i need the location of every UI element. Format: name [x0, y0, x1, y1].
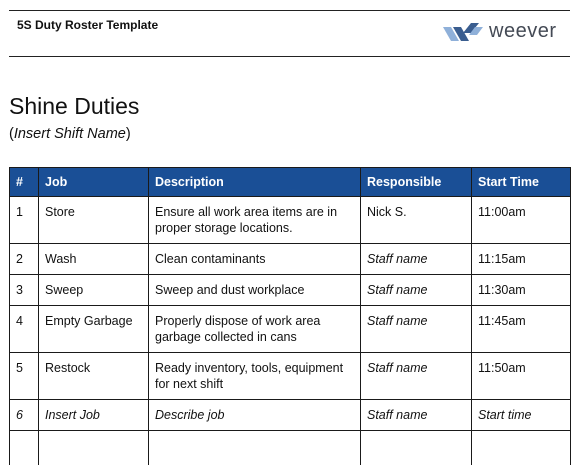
header-top-rule: [9, 10, 570, 11]
description-cell[interactable]: Clean contaminants: [149, 244, 361, 275]
description-cell[interactable]: Describe job: [149, 400, 361, 431]
empty-cell[interactable]: [149, 431, 361, 465]
row-number: 4: [10, 306, 39, 353]
shift-name-line: [9, 126, 131, 142]
weever-logo: [443, 20, 556, 43]
start-time-cell[interactable]: Start time: [472, 400, 571, 431]
shift-open-paren: (: [9, 126, 14, 142]
table-row: [10, 197, 571, 244]
table-row: [10, 306, 571, 353]
table-row: [10, 400, 571, 431]
empty-cell[interactable]: [361, 431, 472, 465]
column-header-responsible: Responsible: [361, 168, 472, 197]
responsible-cell[interactable]: Staff name: [361, 400, 472, 431]
table-row: [10, 275, 571, 306]
start-time-cell[interactable]: 11:15am: [472, 244, 571, 275]
job-cell[interactable]: Wash: [39, 244, 149, 275]
page-title: Shine Duties: [9, 93, 139, 120]
duty-roster-table: [9, 167, 571, 465]
start-time-cell[interactable]: 11:45am: [472, 306, 571, 353]
table-row: [10, 353, 571, 400]
description-cell[interactable]: Sweep and dust workplace: [149, 275, 361, 306]
column-header-number: #: [10, 168, 39, 197]
column-header-job: Job: [39, 168, 149, 197]
column-header-description: Description: [149, 168, 361, 197]
shift-name-placeholder[interactable]: Insert Shift Name: [14, 126, 126, 142]
row-number: 5: [10, 353, 39, 400]
row-number: 2: [10, 244, 39, 275]
logo-wordmark: weever: [489, 20, 556, 43]
start-time-cell[interactable]: 11:30am: [472, 275, 571, 306]
header-bottom-rule: [9, 56, 570, 57]
description-cell[interactable]: Properly dispose of work area garbage collected in cans: [149, 306, 361, 353]
job-cell[interactable]: Sweep: [39, 275, 149, 306]
row-number: 6: [10, 400, 39, 431]
table-header-row: [10, 168, 571, 197]
weever-logo-icon: [443, 21, 483, 43]
responsible-cell[interactable]: Staff name: [361, 353, 472, 400]
job-cell[interactable]: Empty Garbage: [39, 306, 149, 353]
empty-cell[interactable]: [39, 431, 149, 465]
job-cell[interactable]: Insert Job: [39, 400, 149, 431]
table-row-empty: [10, 431, 571, 465]
row-number: 1: [10, 197, 39, 244]
shift-close-paren: ): [126, 126, 131, 142]
document-header-title: 5S Duty Roster Template: [17, 18, 158, 32]
table-row: [10, 244, 571, 275]
responsible-cell[interactable]: Staff name: [361, 306, 472, 353]
description-cell[interactable]: Ready inventory, tools, equipment for next shift: [149, 353, 361, 400]
description-cell[interactable]: Ensure all work area items are in proper storage locations.: [149, 197, 361, 244]
responsible-cell[interactable]: Staff name: [361, 244, 472, 275]
job-cell[interactable]: Restock: [39, 353, 149, 400]
start-time-cell[interactable]: 11:50am: [472, 353, 571, 400]
responsible-cell[interactable]: Nick S.: [361, 197, 472, 244]
column-header-start-time: Start Time: [472, 168, 571, 197]
empty-cell[interactable]: [10, 431, 39, 465]
responsible-cell[interactable]: Staff name: [361, 275, 472, 306]
start-time-cell[interactable]: 11:00am: [472, 197, 571, 244]
row-number: 3: [10, 275, 39, 306]
empty-cell[interactable]: [472, 431, 571, 465]
job-cell[interactable]: Store: [39, 197, 149, 244]
